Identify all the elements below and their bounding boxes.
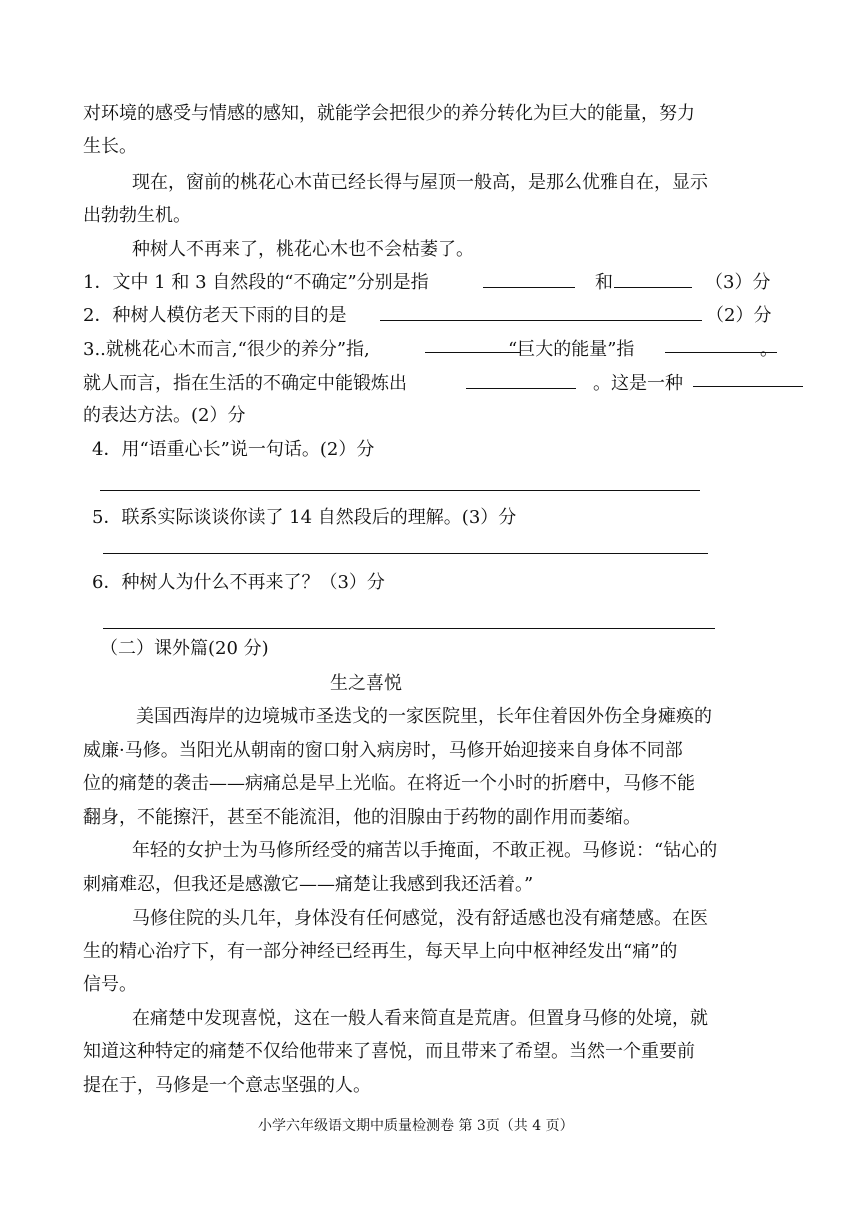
- article-line: 提在于，马修是一个意志坚强的人。: [83, 1075, 371, 1096]
- question-3-line3: 的表达方法。(2）分: [83, 405, 246, 426]
- answer-blank-1a[interactable]: [483, 287, 575, 288]
- question-3-mid: “巨大的能量”指: [508, 339, 635, 360]
- article-line: 信号。: [83, 974, 137, 995]
- question-3-line2: 就人而言，指在生活的不确定中能锻炼出: [83, 373, 407, 394]
- article-line: 位的痛楚的袭击——病痛总是早上光临。在将近一个小时的折磨中，马修不能: [83, 773, 695, 794]
- question-1: 1．文中 1 和 3 自然段的“不确定”分别是指: [83, 272, 429, 293]
- question-1-and: 和: [595, 272, 613, 293]
- passage-line: 现在，窗前的桃花心木苗已经长得与屋顶一般高，是那么优雅自在，显示: [132, 172, 708, 193]
- question-3-end: 。: [760, 339, 778, 360]
- answer-blank-1b[interactable]: [614, 287, 692, 288]
- article-line: 在痛楚中发现喜悦，这在一般人看来简直是荒唐。但置身马修的处境，就: [132, 1008, 708, 1029]
- answer-blank-3a[interactable]: [425, 352, 520, 353]
- article-line: 生的精心治疗下，有一部分神经已经再生，每天早上向中枢神经发出“痛”的: [83, 941, 678, 962]
- article-line: 年轻的女护士为马修所经受的痛苦以手掩面，不敢正视。马修说：“钻心的: [132, 840, 718, 861]
- article-line: 刺痛难忍，但我还是感激它——痛楚让我感到我还活着。”: [83, 874, 534, 895]
- question-4: 4．用“语重心长”说一句话。(2）分: [92, 439, 375, 460]
- question-3-line2-mid: 。这是一种: [593, 373, 683, 394]
- article-line: 威廉·马修。当阳光从朝南的窗口射入病房时，马修开始迎接来自身体不同部: [83, 740, 683, 761]
- question-1-score: （3）分: [705, 272, 771, 293]
- article-line: 马修住院的头几年，身体没有任何感觉，没有舒适感也没有痛楚感。在医: [132, 908, 708, 929]
- question-2: 2．种树人模仿老天下雨的目的是: [83, 305, 347, 326]
- passage-line: 生长。: [83, 136, 137, 157]
- passage-line: 对环境的感受与情感的感知，就能学会把很少的养分转化为巨大的能量，努力: [83, 103, 695, 124]
- section-heading: （二）课外篇(20 分): [100, 638, 269, 659]
- page-footer: 小学六年级语文期中质量检测卷 第 3页（共 4 页）: [258, 1118, 574, 1134]
- answer-blank-2[interactable]: [380, 320, 702, 321]
- question-6: 6．种树人为什么不再来了？（3）分: [92, 572, 385, 593]
- answer-line-5[interactable]: [103, 553, 708, 554]
- question-5: 5．联系实际谈谈你读了 14 自然段后的理解。(3）分: [92, 507, 517, 528]
- question-2-score: （2）分: [706, 305, 772, 326]
- article-title: 生之喜悦: [330, 673, 402, 694]
- article-line: 知道这种特定的痛楚不仅给他带来了喜悦，而且带来了希望。当然一个重要前: [83, 1041, 695, 1062]
- answer-line-4[interactable]: [100, 490, 700, 491]
- passage-line: 种树人不再来了，桃花心木也不会枯萎了。: [132, 239, 474, 260]
- question-3: 3..就桃花心木而言,“很少的养分”指,: [83, 339, 370, 360]
- article-line: 翻身，不能擦汗，甚至不能流泪，他的泪腺由于药物的副作用而萎缩。: [83, 807, 641, 828]
- answer-line-6[interactable]: [103, 628, 715, 629]
- passage-line: 出勃勃生机。: [83, 205, 191, 226]
- answer-blank-3d[interactable]: [693, 386, 803, 387]
- article-line: 美国西海岸的边境城市圣迭戈的一家医院里，长年住着因外伤全身瘫痪的: [136, 706, 712, 727]
- answer-blank-3c[interactable]: [466, 388, 576, 389]
